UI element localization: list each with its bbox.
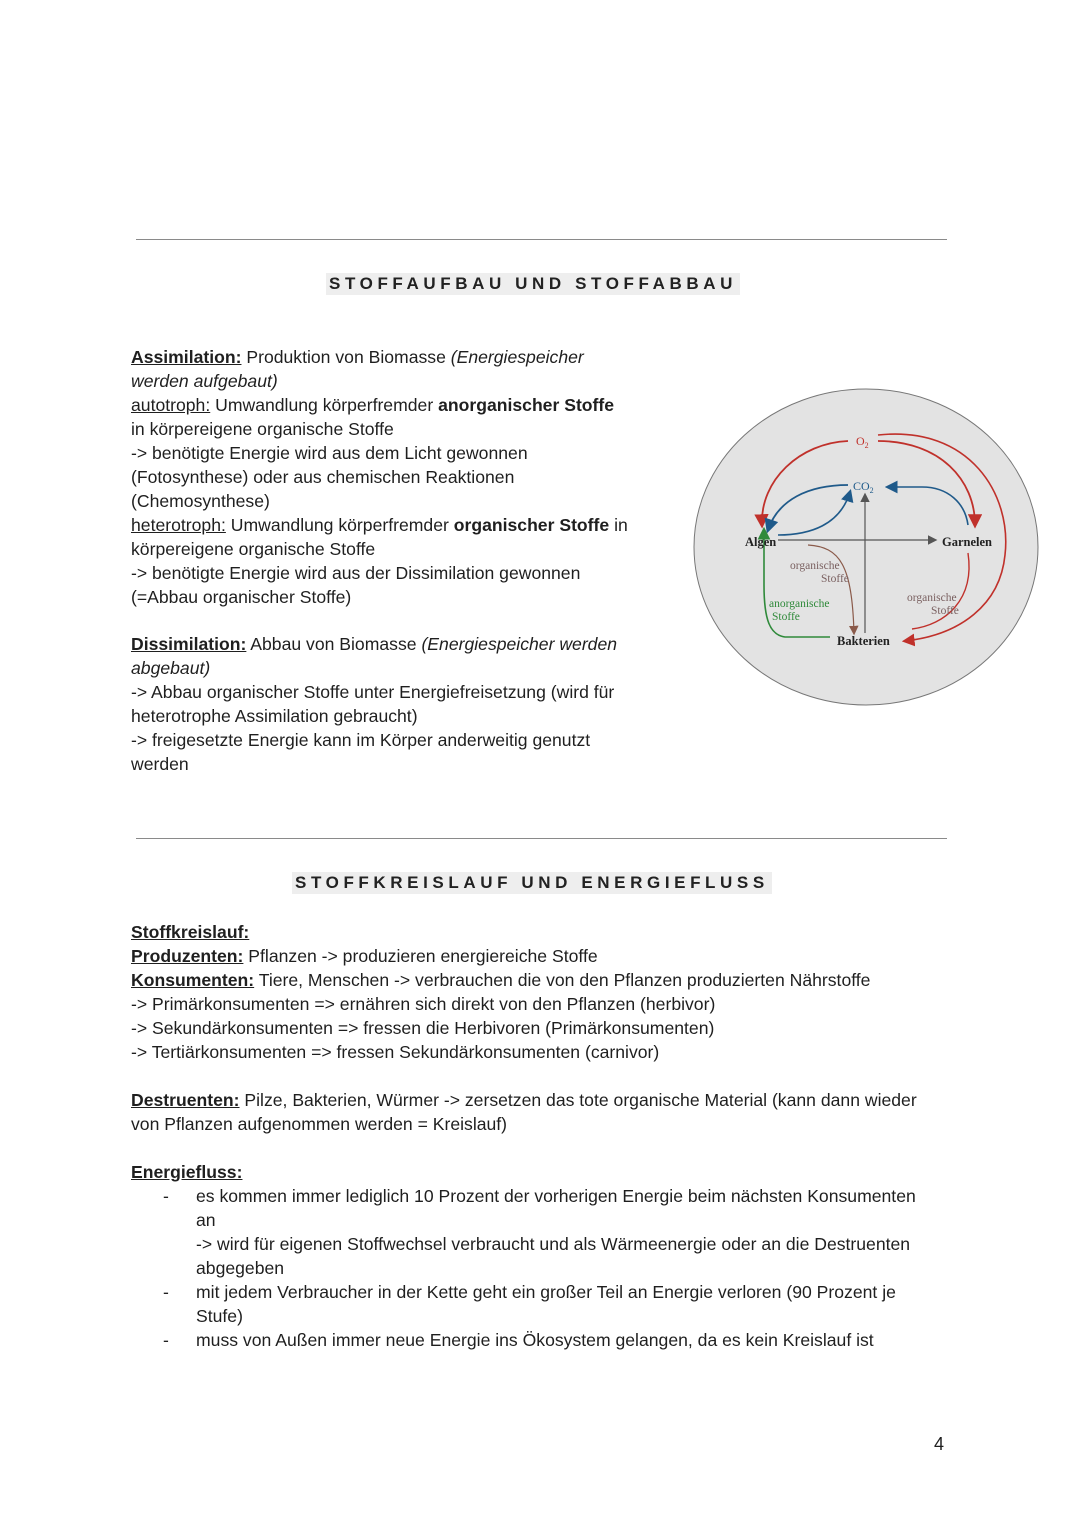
label-organische-left-2: Stoffe (821, 573, 849, 585)
destruenten-text: Destruenten: Pilze, Bakterien, Würmer -> zersetzen das tote organische Material (kann dann wieder von Pflanzen aufgenommen werden = Kreislauf) (131, 1088, 961, 1136)
list-item: - es kommen immer lediglich 10 Prozent der vorherigen Energie beim nächsten Konsumenten an -> wird für eigenen Stoffwechsel verbraucht und als Wärmeenergie oder an die Destruenten abgegeben (163, 1186, 916, 1278)
label-co2: $CO_2$ (853, 479, 874, 495)
label-bakterien: Bakterien (837, 634, 890, 648)
section1-text: Assimilation: Produktion von Biomasse (Energiespeicher werden aufgebaut) autotroph: Umwandlung körperfremder anorganischer Stoffe in körpereigene organische Stoffe -> benötigte Energie wird aus dem Licht gewonnen (Fotosynthese) oder aus chemischen Reaktionen (Chemosynthese) heterotroph: Umwandlung körperfremder organischer Stoffe in körpereigene organische Stoffe -> benötigte Energie wird aus der Dissimilation gewonnen (=Abbau organischer Stoffe) (131, 345, 671, 609)
konsumenten-line: Konsumenten: Tiere, Menschen -> verbrauchen die von den Pflanzen produzierten Nährstoffe (131, 970, 871, 990)
section-heading-stoffaufbau: STOFFAUFBAU UND STOFFABBAU (326, 273, 740, 295)
divider-top (136, 239, 947, 240)
list-item: - muss von Außen immer neue Energie ins Ökosystem gelangen, da es kein Kreislauf ist (163, 1330, 874, 1350)
section2-text (131, 920, 951, 1064)
sekundaer-line: -> Sekundärkonsumenten => fressen die Herbivoren (Primärkonsumenten) (131, 1018, 715, 1038)
label-organische-left-1: organische (790, 560, 840, 572)
label-garnelen: Garnelen (942, 535, 992, 549)
tertiaer-line: -> Tertiärkonsumenten => fressen Sekundärkonsumenten (carnivor) (131, 1042, 660, 1062)
list-item: - mit jedem Verbraucher in der Kette geht ein großer Teil an Energie verloren (90 Prozent je Stufe) (163, 1282, 896, 1326)
autotroph-term: autotroph: (131, 395, 211, 415)
label-organische-right-2: Stoffe (931, 605, 959, 617)
stoffkreislauf-diagram (690, 385, 1042, 711)
heterotroph-line: heterotroph: Umwandlung körperfremder organischer Stoffe in (131, 515, 628, 535)
energiefluss-title: Energiefluss: (131, 1162, 243, 1182)
energiefluss-title-block (131, 1160, 242, 1184)
autotroph-line: autotroph: Umwandlung körperfremder anorganischer Stoffe (131, 395, 615, 415)
primaer-line: -> Primärkonsumenten => ernähren sich direkt von den Pflanzen (herbivor) (131, 994, 716, 1014)
energiefluss-list (131, 1184, 951, 1352)
label-anorganische-2: Stoffe (772, 611, 800, 623)
dissimilation-text: Dissimilation: Abbau von Biomasse (Energiespeicher werden abgebaut) -> Abbau organischer Stoffe unter Energiefreisetzung (wird für heterotrophe Assimilation gebraucht) -> freigesetzte Energie kann im Körper anderweitig genutzt werden (131, 632, 671, 776)
produzenten-line: Produzenten: Pflanzen -> produzieren energiereiche Stoffe (131, 946, 598, 966)
assimilation-line: Assimilation: Produktion von Biomasse (Energiespeicher (131, 347, 584, 367)
page-number: 4 (934, 1434, 945, 1454)
assimilation-term: Assimilation: (131, 347, 242, 367)
heterotroph-term: heterotroph: (131, 515, 226, 535)
label-organische-right-1: organische (907, 592, 957, 604)
destruenten-line: Destruenten: Pilze, Bakterien, Würmer -> zersetzen das tote organische Material (kann dann wieder (131, 1090, 917, 1110)
label-algen: Algen (745, 535, 777, 549)
stoffkreislauf-title: Stoffkreislauf: (131, 922, 250, 942)
label-anorganische-1: anorganische (769, 598, 830, 610)
label-o2: $O_2$ (856, 434, 869, 450)
dissimilation-line: Dissimilation: Abbau von Biomasse (Energiespeicher werden (131, 634, 618, 654)
dissimilation-term: Dissimilation: (131, 634, 247, 654)
divider-middle (136, 838, 947, 839)
section-heading-stoffkreislauf: STOFFKREISLAUF UND ENERGIEFLUSS (292, 872, 772, 894)
